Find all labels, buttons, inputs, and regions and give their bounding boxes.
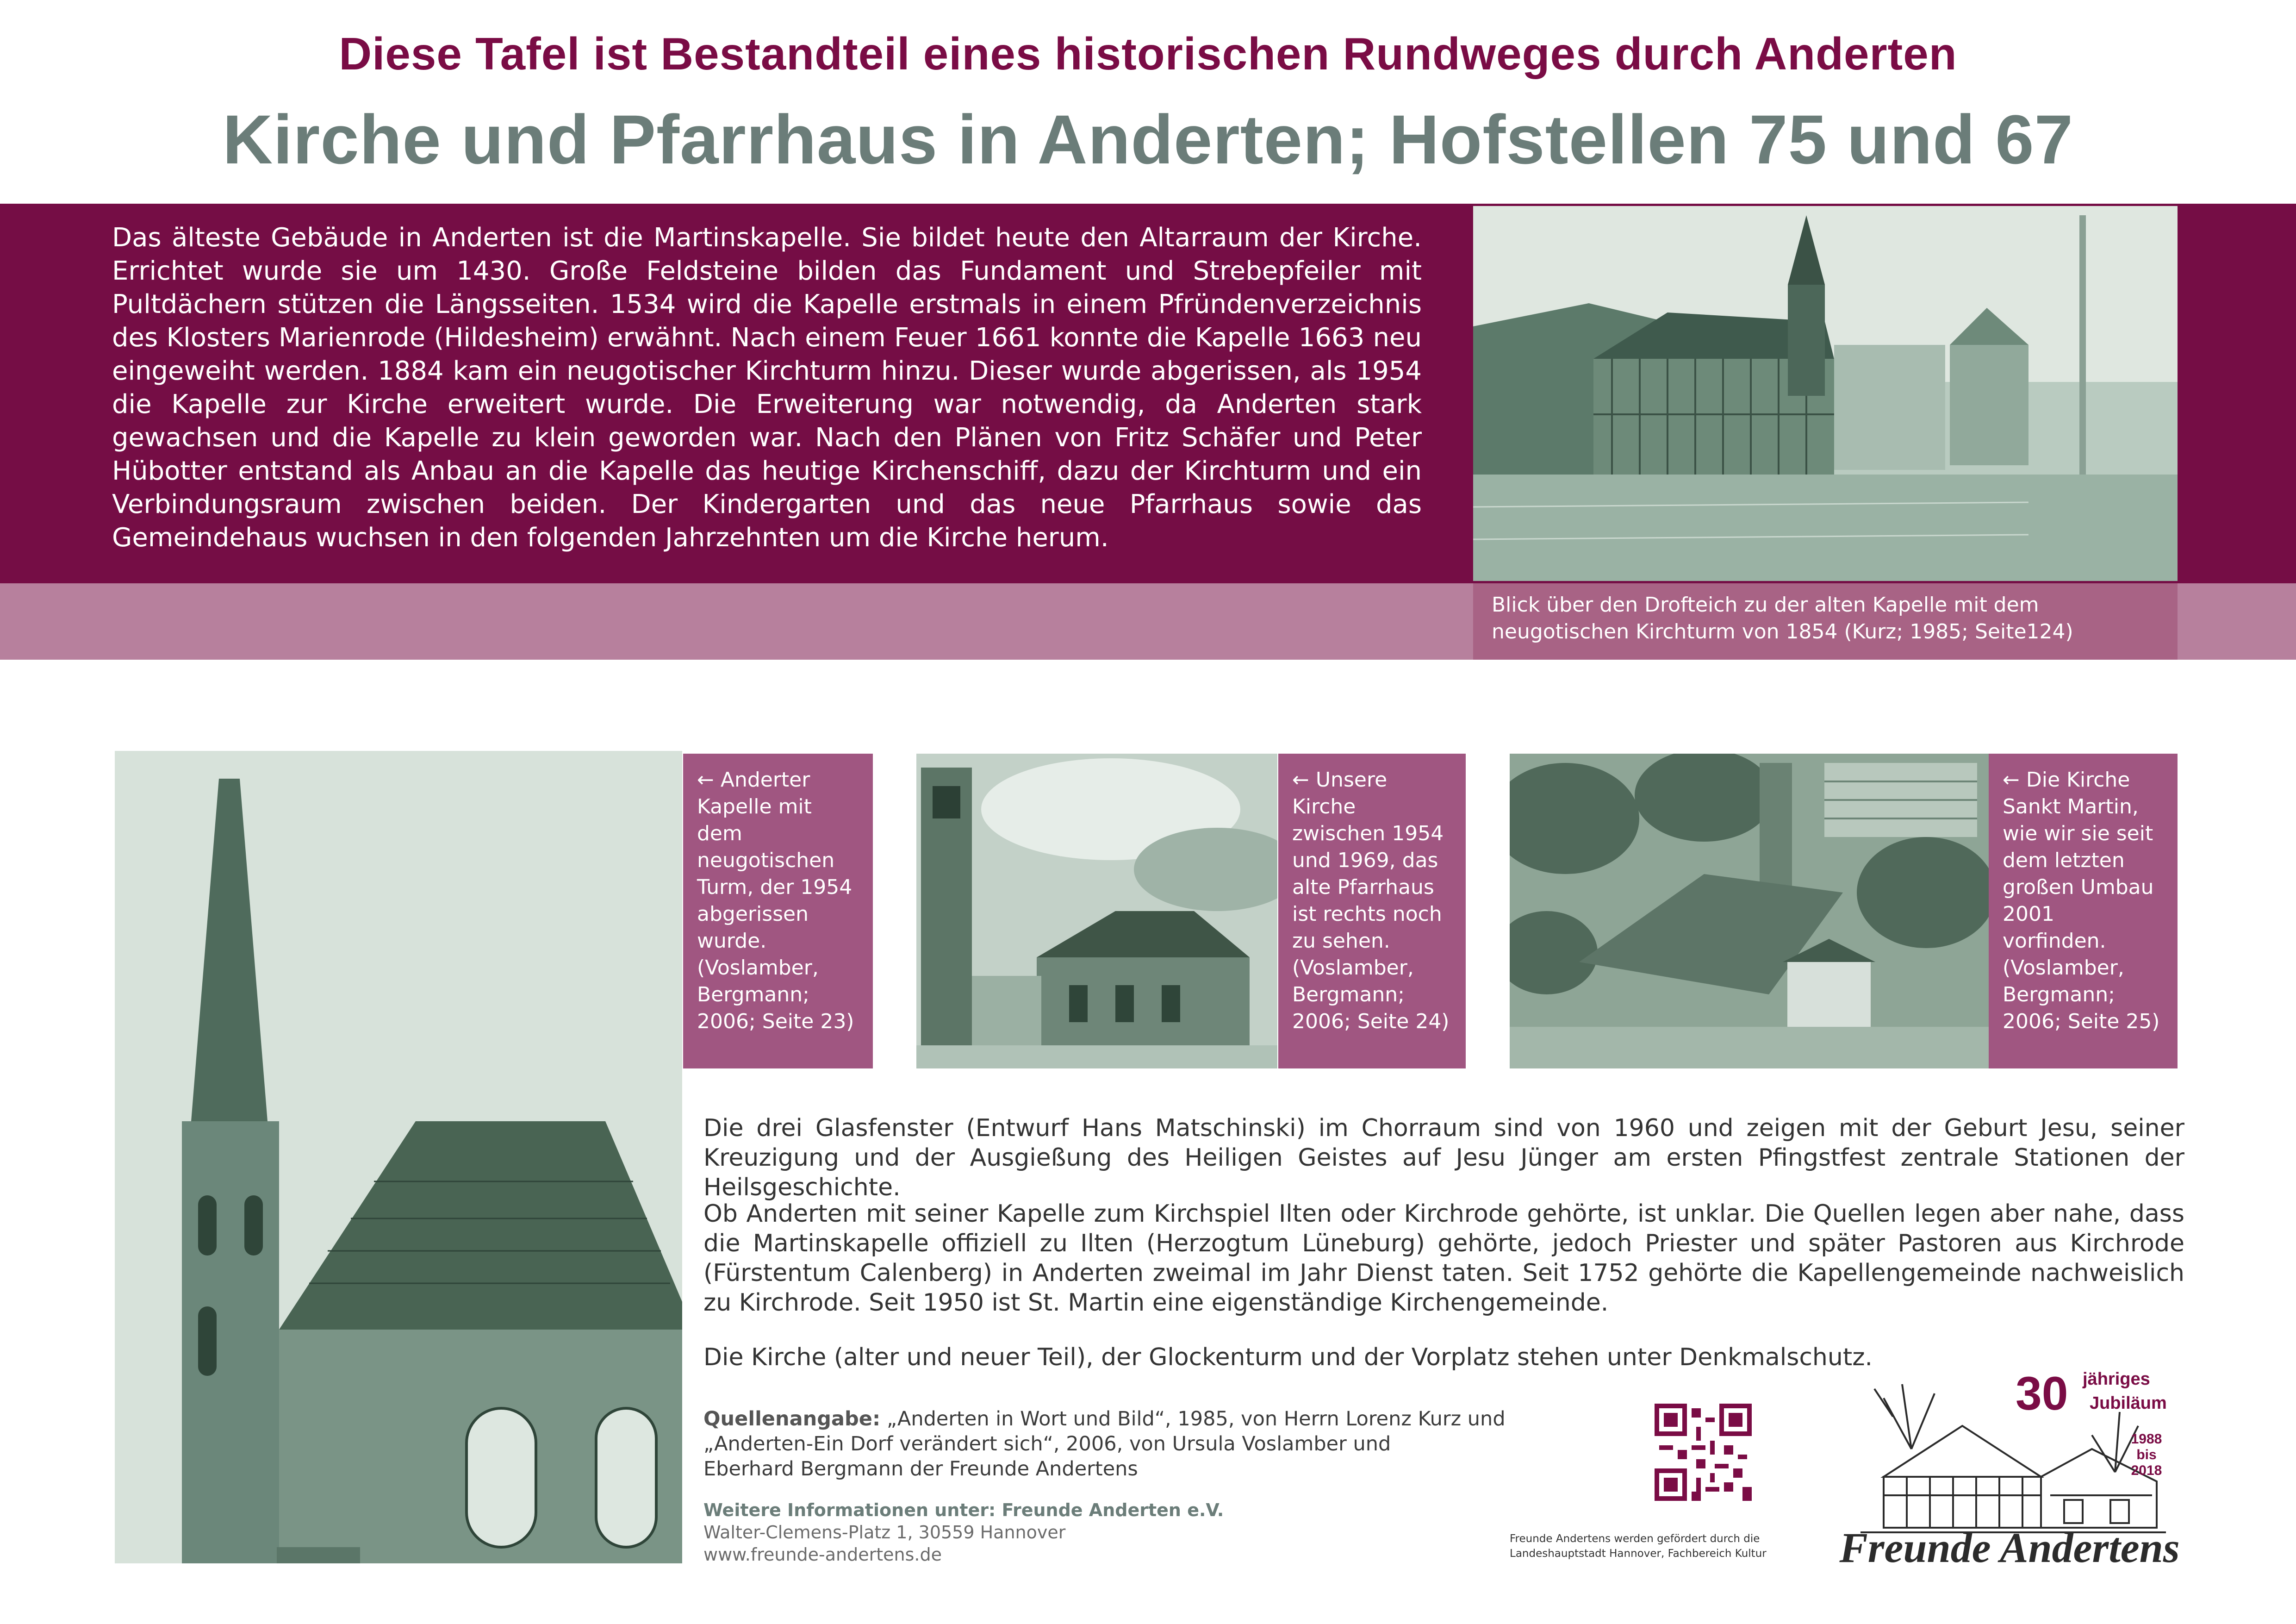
kirchspiel-paragraph: Ob Anderten mit seiner Kapelle zum Kirchspiel Ilten oder Kirchrode gehörte, ist unklar. Die Quellen legen aber nahe, dass die Martinskapelle offiziell zu Ilten (Herzogtum Lüneburg) gehörte, jedoch Priester und später Pastoren aus Kirchrode (Fürstentum Calenberg) in Anderten zweimal im Jahr Dienst taten. Seit 1752 gehörte die Kapellengemeinde nachweislich zu Kirchrode. Seit 1950 ist St. Martin eine eigenständige Kirchengemeinde. bbox=[703, 1200, 2184, 1317]
jubilee-word-jubilaeum: Jubiläum bbox=[2090, 1393, 2167, 1413]
series-title: Diese Tafel ist Bestandteil eines historischen Rundweges durch Anderten bbox=[339, 28, 1957, 79]
sponsor-line1: Freunde Andertens werden gefördert durch die bbox=[1510, 1533, 1760, 1545]
jubilee-years bbox=[2119, 1431, 2174, 1479]
sources bbox=[703, 1406, 1560, 1481]
sources-line2: „Anderten-Ein Dorf verändert sich“, 2006, von Ursula Voslamber und bbox=[703, 1432, 1391, 1455]
sankt-martin-photo bbox=[1510, 754, 1989, 1068]
more-info-heading: Weitere Informationen unter: Freunde Anderten e.V. bbox=[703, 1500, 1224, 1520]
drofteich-caption: Blick über den Drofteich zu der alten Kapelle mit dem neugotischen Kirchturm von 1854 (Kurz; 1985; Seite124) bbox=[1473, 583, 2178, 660]
drofteich-photo bbox=[1473, 206, 2178, 581]
kirche-1954-photo bbox=[916, 754, 1277, 1068]
page-title: Kirche und Pfarrhaus in Anderten; Hofstellen 75 und 67 bbox=[222, 100, 2074, 178]
jubilee-to: 2018 bbox=[2131, 1463, 2162, 1478]
jubilee-word-jaehriges: jähriges bbox=[2083, 1369, 2150, 1389]
more-info bbox=[703, 1499, 1560, 1566]
sources-line1: „Anderten in Wort und Bild“, 1985, von Herrn Lorenz Kurz und bbox=[886, 1407, 1506, 1430]
intro-text: Das älteste Gebäude in Anderten ist die Martinskapelle. Sie bildet heute den Altarraum der Kirche. Errichtet wurde sie um 1430. Große Feldsteine bilden das Fundament und Strebepfeiler mit Pultdächern stützen die Längsseiten. 1534 wird die Kapelle erstmals in einem Pfründenverzeichnis des Klosters Marienrode (Hildesheim) erwähnt. Nach einem Feuer 1661 konnte die Kapelle 1663 neu eingeweiht werden. 1884 kam ein neugotischer Kirchturm hinzu. Dieser wurde abgerissen, als 1954 die Kapelle zur Kirche erweitert wurde. Die Erweiterung war notwendig, da Anderten stark gewachsen und die Kapelle zu klein geworden war. Nach den Plänen von Fritz Schäfer und Peter Hübotter entstand als Anbau an die Kapelle das heutige Kirchenschiff, dazu der Kirchturm und ein Verbindungsraum zwischen beiden. Der Kindergarten und das neue Pfarrhaus sowie das Gemeindehaus wuchsen in den folgenden Jahrzehnten um die Kirche herum. bbox=[112, 223, 1422, 553]
sponsor-line2: Landeshauptstadt Hannover, Fachbereich Kultur bbox=[1510, 1548, 1767, 1560]
jubilee-bis: bis bbox=[2136, 1447, 2157, 1462]
website-link[interactable]: www.freunde-andertens.de bbox=[703, 1544, 942, 1565]
sources-line3: Eberhard Bergmann der Freunde Andertens bbox=[703, 1457, 1138, 1480]
freunde-andertens-logo-text: Freunde Andertens bbox=[1839, 1524, 2180, 1571]
glasfenster-paragraph: Die drei Glasfenster (Entwurf Hans Matschinski) im Chorraum sind von 1960 und zeigen mit der Geburt Jesu, seiner Kreuzigung und der Ausgießung des Heiligen Geistes auf Jesu Jünger am ersten Pfingstfest zentrale Stationen der Heilsgeschichte. bbox=[703, 1114, 2184, 1201]
sponsor-note bbox=[1510, 1531, 1824, 1561]
jubilee-number: 30 bbox=[2016, 1367, 2068, 1420]
qr-code-icon[interactable] bbox=[1655, 1404, 1752, 1501]
denkmalschutz-paragraph: Die Kirche (alter und neuer Teil), der Glockenturm und der Vorplatz stehen unter Denkmalschutz. bbox=[703, 1343, 1873, 1371]
kapelle-caption: ← Anderter Kapelle mit dem neugotischen Turm, der 1954 abgerissen wurde. (Voslamber, Bergmann; 2006; Seite 23) bbox=[683, 754, 873, 1068]
address: Walter-Clemens-Platz 1, 30559 Hannover bbox=[703, 1522, 1066, 1543]
kirche-1954-caption: ← Unsere Kirche zwischen 1954 und 1969, das alte Pfarrhaus ist rechts noch zu sehen. (Voslamber, Bergmann; 2006; Seite 24) bbox=[1278, 754, 1466, 1068]
kapelle-photo bbox=[115, 751, 682, 1563]
sankt-martin-caption: ← Die Kirche Sankt Martin, wie wir sie seit dem letzten großen Umbau 2001 vorfinden. (Voslamber, Bergmann; 2006; Seite 25) bbox=[1989, 754, 2178, 1068]
sources-label: Quellenangabe: bbox=[703, 1407, 881, 1430]
jubilee-from: 1988 bbox=[2131, 1431, 2162, 1447]
